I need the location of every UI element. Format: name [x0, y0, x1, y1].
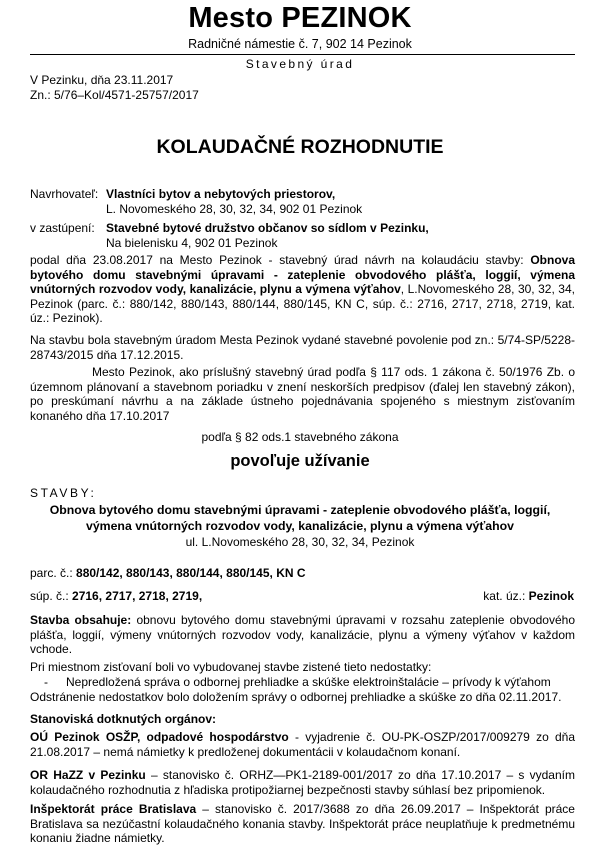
opinion-labour-authority: Inšpektorát práce Bratislava [30, 802, 197, 816]
opinion-osz-text: - vyjadrenie č. OU-PK-OSZP/2017/009279 zo dňa 21.08.2017 – nemá námietky k predloženej dokumentácii v kolaudačnom konaní. [30, 730, 576, 759]
parcel-value: 880/142, 880/143, 880/144, 880/145, KN C [76, 566, 306, 580]
header-divider [30, 54, 575, 55]
proposer-name: Vlastníci bytov a nebytových priestorov, [106, 187, 336, 201]
parcel-row [30, 566, 306, 580]
parcel-label: parc. č.: [30, 566, 77, 580]
construction-title [0, 503, 600, 534]
opinion-labour [30, 802, 575, 846]
proposer-label: Navrhovateľ: [30, 187, 99, 201]
date-block [30, 73, 199, 102]
contents-text: obnovu bytového domu stavebnými úpravami v rozsahu zateplenie obvodového plášťa, loggií, výmeny vnútorných rozvodov vody, kanalizácie, plynu a výmeny výťahov v každom vchode. [30, 613, 575, 657]
cadastral-value: Pezinok [528, 589, 574, 603]
application-paragraph [30, 253, 575, 326]
opinion-labour-text: – stanovisko č. 2017/3688 zo dňa 26.09.2017 – Inšpektorát práce Bratislava sa nezúčastní kolaudačného konania stavby. Inšpektorát práce neuplatňuje k predmetnému konaniu žiadne námietky. [30, 802, 575, 846]
authority-paragraph: Mesto Pezinok, ako príslušný stavebný úrad podľa § 117 ods. 1 zákona č. 50/1976 Zb. o územnom plánovaní a stavebnom poriadku v znení neskorších predpisov (ďalej len stavebný zákon), po preskúmaní návrhu a na základe ústneho pojednávania spojeného s miestnym zisťovaním konaného dňa 17.10.2017 [30, 365, 575, 423]
registry-label: súp. č.: [30, 589, 73, 603]
office-name: Stavebný úrad [245, 57, 355, 71]
opinion-osz-authority: OÚ Pezinok OSŽP, odpadové hospodárstvo [30, 730, 289, 744]
application-text-b: , L.Novomeského 28, 30, 32, 34, Pezinok (parc. č.: 880/142, 880/143, 880/144, 880/145, KN C, súp. č.: 2716, 2717, 2718, 2719, kat. úz.: Pezinok). [30, 282, 575, 326]
document-title: KOLAUDAČNÉ ROZHODNUTIE [156, 136, 444, 158]
proposer-address: L. Novomeského 28, 30, 32, 34, 902 01 Pezinok [106, 201, 363, 216]
representative-block [106, 221, 429, 250]
construction-title-line2: výmena vnútorných rozvodov vody, kanalizácie, plynu a výmena výťahov [85, 518, 514, 533]
opinions-heading: Stanoviská dotknutých orgánov: [30, 712, 217, 726]
legal-basis: podľa § 82 ods.1 stavebného zákona [201, 430, 399, 444]
opinion-hazz [30, 768, 575, 797]
defects-intro: Pri miestnom zisťovaní boli vo vybudovanej stavbe zistené tieto nedostatky: [30, 660, 432, 674]
contents-paragraph [30, 613, 575, 657]
construction-title-line1: Obnova bytového domu stavebnými úpravami - zateplenie obvodového plášťa, loggií, [49, 503, 551, 517]
construction-address: ul. L.Novomeského 28, 30, 32, 34, Pezinok [185, 535, 415, 549]
construction-label: STAVBY: [30, 486, 97, 500]
opinion-hazz-authority: OR HaZZ v Pezinku [30, 768, 146, 782]
application-text-a: podal dňa 23.08.2017 na Mesto Pezinok - stavebný úrad návrh na kolaudáciu stavby: [30, 253, 531, 267]
registry-value: 2716, 2717, 2718, 2719, [72, 589, 203, 603]
municipality-address: Radničné námestie č. 7, 902 14 Pezinok [188, 37, 412, 51]
representative-address: Na bielenisku 4, 902 01 Pezinok [106, 235, 278, 250]
cadastral-area [483, 589, 574, 603]
bullet-dash-icon: - [44, 675, 48, 689]
representative-label: v zastúpení: [30, 221, 95, 235]
cadastral-label: kat. úz.: [483, 589, 529, 603]
contents-label: Stavba obsahuje: [30, 613, 132, 627]
municipality-title: Mesto PEZINOK [188, 2, 412, 34]
reference-number: Zn.: 5/76–Kol/4571-25757/2017 [30, 87, 199, 102]
defect-item [44, 675, 551, 689]
proposer-block [106, 187, 362, 216]
permit-paragraph: Na stavbu bola stavebným úradom Mesta Pezinok vydané stavebné povolenie pod zn.: 5/74-SP/5228-28743/2015 dňa 17.12.2015. [30, 333, 575, 362]
decision-grant: povoľuje užívanie [230, 452, 370, 470]
opinion-hazz-text: – stanovisko č. ORHZ—PK1-2189-001/2017 zo dňa 17.10.2017 – s vydaním kolaudačného rozhodnutia z hľadiska protipožiarnej bezpečnosti stavby súhlasí bez pripomienok. [30, 768, 575, 797]
defect-item-text: Nepredložená správa o odbornej prehliadke a skúške elektroinštalácie – prívody k výťahom [66, 675, 551, 689]
defects-resolution: Odstránenie nedostatkov bolo doložením správy o odbornej prehliadke a skúške zo dňa 02.11.2017. [30, 690, 562, 704]
representative-name: Stavebné bytové družstvo občanov so sídlom v Pezinku, [106, 221, 429, 235]
opinion-osz [30, 730, 575, 759]
registry-row [30, 589, 202, 603]
date-line: V Pezinku, dňa 23.11.2017 [30, 73, 174, 87]
application-construction-name: Obnova bytového domu stavebnými úpravami - zateplenie obvodového plášťa, loggií, výmena vnútorných rozvodov vody, kanalizácie, plynu a výmena výťahov [30, 253, 575, 297]
